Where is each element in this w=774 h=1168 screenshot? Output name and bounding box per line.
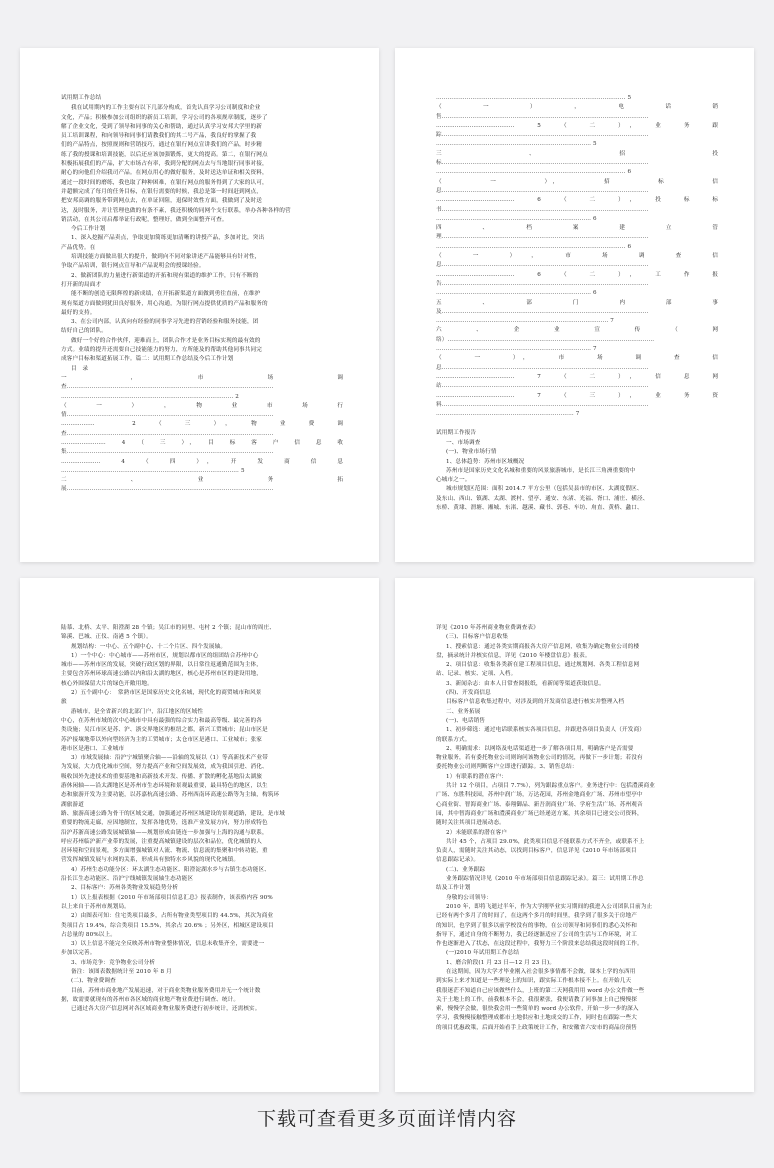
- text-line: 城市规划区范围：面积 2014.7 平方公里（包括吴县市的市区、太湖度假区、: [446, 486, 643, 493]
- text-line: 结及工作计划: [436, 885, 471, 892]
- text-line: (一)2010 年试用期工作总结: [446, 950, 520, 957]
- text-line: 重要的物流走廊，应因地制宜，发挥各地优势，选准产业发展方向，努力形成特色: [61, 820, 268, 827]
- text-line: 备注：该图表数据统计至 2010 年 8 月: [71, 968, 172, 975]
- text-line: 港市区是港口、工业城市: [61, 745, 125, 752]
- text-line: 湖旅游道: [61, 801, 84, 808]
- text-line: 五 、 部 门 内 部 事: [436, 299, 718, 306]
- text-line: 做好一个好的合作伙伴，迎难而上，团队合作才是业务目标实现的最有效的: [71, 337, 261, 344]
- document-page-2: [395, 48, 754, 562]
- text-line: 信息跟踪记录》。: [436, 857, 480, 864]
- text-line: 的项目优惠政策，后面开始看手上政策统计工作，和安徽省六安市的商品房预售: [436, 1024, 638, 1031]
- text-line: 1、深入挖掘产品卖点，争取更加简练更加清晰的讲授产品，多加对比，突出: [71, 235, 265, 242]
- text-line: 四 、 档 案 建 立 管: [436, 225, 718, 232]
- text-line: （ 一 ）， 招 标 信: [436, 178, 718, 185]
- text-line: 1）一个中心：中心城市——苏州市区，规划以都市区的组团结合苏州中心: [71, 652, 259, 659]
- text-line: （ 一 ） ， 电 话 销: [436, 104, 718, 111]
- text-line: [436, 419, 718, 428]
- text-line: ……………………………………………………………………………………… 6: [436, 243, 632, 250]
- text-line: 据，故需要就现有的苏州市各区域的商业地产物业费进行调查、统计。: [61, 996, 240, 1003]
- text-line: 随时关注其项目进展动态。: [436, 820, 505, 827]
- text-line: 3）市域发展轴：沿沪宁城镇聚合轴——沿轴的发展以（1）等高新技术产业带: [71, 755, 268, 762]
- text-line: 标………………………………………………………………………………………………: [436, 160, 649, 167]
- text-line: 售………………………………………………………………………………………………: [436, 113, 649, 120]
- text-line: 4）苏州生态功能分区：环太湖生态功能区、阳澄淀湖水乡与古镇生态功能区、: [71, 866, 270, 873]
- text-line: 盘，摘录统计并核实信息，详见《2010 年楼盘信息》报表。: [436, 652, 591, 659]
- text-line: 积极拓展我们的产品，扩大市场占有率，我到分配的网点去与当地银行同事对接，: [61, 161, 268, 168]
- text-line: 结好自己的团队。: [61, 328, 107, 335]
- text-line: 学习，我慢慢接触整理成都市土地供应和土地成交的工作，同时也在跟踪一些大: [436, 1015, 638, 1022]
- text-line: 为发展，大力优化城市空间，努力提高产业和空间发展效，成为我国引进、消化、: [61, 764, 268, 771]
- text-line: 把安邦高调的服务带到网点去，在单证回阻，退保时效性方面，我做到了及时送: [61, 198, 263, 205]
- text-line: 营发挥城镇发展与水网的关系，形成具有独特水乡风貌的现代化城镇。: [61, 857, 240, 864]
- text-line: ……………………………………………………………… 7: [436, 411, 580, 418]
- text-line: 3、市场竞争：竞争物业公司分析: [71, 959, 156, 966]
- text-line: 方式。业绩的提升还需要自己技能能力的努力，方所能及的帮助其他同事共同完: [61, 347, 263, 354]
- text-line: …………………………………… 7 （ 三 ）， 业 务 资: [436, 392, 718, 399]
- text-line: 耐心的向他们介绍我司产品。在网点用心的做好服务，及时送达单证和相关资料，: [61, 170, 268, 177]
- text-line: 我在试用期内的工作主要有以下几部分构成，首先认真学习公司制度和企业: [71, 105, 261, 112]
- document-page-4: [395, 578, 754, 1092]
- text-line: (一)、电话销售: [446, 717, 486, 724]
- text-line: 通过一段时间的磨练，我也取了种种困难，在银行网点的服务得到了大家的认可，: [61, 179, 268, 186]
- text-line: 1、搜索信息：通过各类实期商报各大房产信息网，收集为确定物业公司的楼: [446, 643, 640, 650]
- text-line: 二 、 业 务 拓: [61, 477, 343, 484]
- text-line: 站………………………………………………………………………………………………: [436, 383, 649, 390]
- text-line: 告………………………………………………………………………………………………: [436, 280, 649, 287]
- text-line: 物业服务，若有委托物业公司则询问该物业公司的情况，再做下一步计划；若没有: [436, 755, 643, 762]
- text-line: 苏沪接壤地带以外向型经济为主的工贸城市；太仓市区是港口、工业城市；张家: [61, 736, 263, 743]
- text-line: 指导下，通过自身的不断努力，我已经逐渐适应了公司的生活与工作环境，对工: [436, 931, 638, 938]
- text-line: 共计 12 个项目，占项目 7.7%），列为跟踪重点客户。业务进行中：包括澧溪商业: [446, 783, 656, 790]
- text-line: 文化，产品；积极参加公司组织的新员工培训，学习公司的各项规章制度，逐步了: [61, 114, 268, 121]
- text-line: 东桥、黄埭、渭塘、湘城、东渚、越溪、藏书、郭巷、车坊、甪直、黄桥、蠡口、: [436, 505, 643, 512]
- text-line: ……………………………………………………………………………………… 6: [436, 169, 632, 176]
- text-line: 关于土地上的工作，前我根本不会，我很紧张，我便请教了同事加上自己慢慢探: [436, 996, 638, 1003]
- text-line: 最好的支持。: [61, 309, 96, 316]
- text-line: 及东山、西山、镇湖、太湖、渡村、望亭、通安、东渚、光福、胥口、浦庄、横泾、: [436, 495, 649, 502]
- document-page-1: [20, 48, 379, 562]
- text-line: 打开新的局面才: [61, 281, 102, 288]
- text-line: 1）有联系的潜在客户：: [446, 773, 508, 780]
- text-line: 中心，在苏州市域的次中心城市中具有最强的综合实力和最高等级、最完善的各: [61, 717, 263, 724]
- text-line: 广场、东胜科技园，苏州中润广场，万达花园，苏州金地商业广场、苏州市望亭中: [436, 792, 643, 799]
- text-line: 试用期工作报告: [436, 429, 477, 436]
- text-line: 沿沪苏浙高速公路发展城镇轴——规划形成由链连一步加强与上海的沟通与联系，: [61, 829, 268, 836]
- text-line: 类项目占 19.4%，综合类项目 15.5%，其余占 20.6% ；另外区，相城区建设项目: [61, 922, 274, 929]
- text-line: 解了企业文化，受到了领导和同事的关心和帮助，通过认真学习安邦大学里的新: [61, 123, 263, 130]
- text-line: ……………………………………………………………………… 7: [436, 346, 597, 353]
- text-line: (三)、目标客户信息收集: [446, 634, 509, 641]
- text-line: ……………………………………………………………………… 6: [436, 290, 597, 297]
- text-line: 理………………………………………………………………………………………………: [436, 234, 649, 241]
- text-line: 委托物业公司则判断客户立即进行跟踪。3、销售总结：: [436, 764, 578, 771]
- text-line: 类设施；吴江市区是苏、沪、浙交界地区的枢纽之都，新兴工贸城市；昆山市区是: [61, 727, 268, 734]
- text-line: 身敬的公司领导：: [446, 894, 492, 901]
- text-line: 步加以完善。: [61, 950, 96, 957]
- text-line: 息………………………………………………………………………………………………: [436, 187, 649, 194]
- text-line: 共计 45 个，占项目 29.0%，此类项目信息不能联系方式不齐全，或联系不上: [446, 838, 645, 845]
- page-text: [436, 624, 718, 1072]
- text-line: 负责人，需随时关注其动态，以找到目标客户，信息详见《2010 年市场部项目: [436, 848, 637, 855]
- text-line: 目标客户信息收集过程中，对涉及到的开发商信息进行核实并整理入档: [446, 699, 625, 706]
- text-line: 已经有两个多月了的时间了，在这两个多月的时间里，我学到了很多关于房地产: [436, 913, 638, 920]
- text-line: 踪………………………………………………………………………………………………: [436, 132, 649, 139]
- text-line: 培训技能方面做出很大的提升，做到向不同对象讲述产品能够具有针对性，: [71, 254, 261, 261]
- text-line: 已通过各大房产信息网对各区域商业物业服务费进行初步统计，还需核实。: [71, 1006, 261, 1013]
- text-line: ………………… 4 （ 四 ）， 开 发 商 信 息: [61, 458, 343, 465]
- text-line: 游休闲轴——沿太湖地区是苏州市生态环境和景观最重要，最具特色的地区，以生: [61, 783, 268, 790]
- text-line: 能不断的创造无限辉煌的新成绩，在开拓新渠道方面做到勇往直前，在维护: [71, 291, 261, 298]
- text-line: 2）未能联系的潜在客户: [446, 829, 508, 836]
- text-line: 二、业务拓展: [446, 708, 481, 715]
- text-line: 集………………………………………………………………………………………………: [61, 449, 274, 456]
- text-line: （ 一 ）， 市 场 调 查 信: [436, 355, 718, 362]
- text-line: 2、项目信息：收集各类新在建工程项目信息，通过规划网、各类工程信息网: [446, 662, 640, 669]
- text-line: 作也逐渐进入了状态，在这段过程中，我努力三个阶段来总结我这段时间的工作。: [436, 941, 643, 948]
- text-line: (二)、物业费调查: [71, 978, 116, 985]
- text-line: 现有渠道方面做到犹田良好服务，用心沟通，为银行网点提供优质的产品和服务的: [61, 300, 268, 307]
- text-line: 呼应苏州临沪新产业带的发展，注重提高城镇建设的层次和品位，优化城镇的人: [61, 838, 263, 845]
- text-line: ……………………………………………………………………………………… 5: [436, 95, 632, 101]
- text-line: 达，及时服务，并让管理也做的有条不紊，我还积极的同网个支行联系，举办各种各样的营: [61, 207, 291, 214]
- text-line: ………………………………………………………………………………… 5: [61, 467, 245, 474]
- text-line: 陆慕、北桥、太平、阳澄湖 28 个镇；吴江市的同里、屯村 2 个镇；昆山市的周庄、: [61, 625, 276, 631]
- text-line: 的联系方式。: [436, 736, 471, 743]
- text-line: 2、目标客户：苏州各类物业发展趋势分析: [71, 885, 179, 892]
- text-line: …………………………………… 6 （ 二 ）， 工 作 报: [436, 271, 718, 278]
- text-line: 吸收国外先进技术的重要基地和高新技术开发、传播、扩散的孵化基地沿太湖旅: [61, 773, 263, 780]
- text-line: 旅: [61, 699, 67, 706]
- text-line: 3）以上信息不能完全反映苏州市物业整体情况，信息未收集齐全，需要进一: [71, 941, 265, 948]
- text-line: 心商业街、智海商业广场、泰翔御品、新吾润商业广场、学府生活广场、苏州观音: [436, 801, 643, 808]
- text-line: 销活动，在其公司启都举证行政呢，整理好，做到全面整齐可查。: [61, 216, 228, 223]
- text-line: 2、做新团队的力量进行新渠道的开拓和现有渠道的维护工作，只有不断的: [71, 272, 259, 279]
- text-line: 产品优势。在: [61, 244, 96, 251]
- download-more-banner[interactable]: 下载可查看更多页面详情内容: [256, 1108, 517, 1130]
- text-line: 主要包含苏州环球高速公路以内和沿太湖的地区，核心是苏州市区的建设用地，: [61, 671, 263, 678]
- text-line: 并超额完成了每月的任务目标，在银行需要的时候，我总是第一时间赶到网点，: [61, 188, 263, 195]
- text-line: 成客户目标和渠道拓展工作。篇二：试用期工作总结及今后工作计划: [61, 356, 234, 363]
- text-line: 业务跟踪情况详见《2010 年市场部项目信息跟踪记录》。篇三：试用期工作总: [446, 876, 644, 883]
- text-line: 规划结构：一中心、五个副中心、十二个片区、四个发展轴。: [71, 643, 227, 650]
- text-line: ……………………………………………………………………………… 2: [61, 393, 239, 400]
- text-line: 息………………………………………………………………………………………………: [436, 364, 649, 371]
- text-line: 息………………………………………………………………………………………………: [436, 262, 649, 269]
- text-line: …………………………………… 5 （ 二 ）， 业 务 跟: [436, 122, 718, 129]
- text-line: 索，慢慢学会做，很快我会用一些简单的 word 办公软件，开始一步一步的深入: [436, 1006, 639, 1013]
- text-line: （ 一 ） ， 市 场 调 查 信: [436, 253, 718, 260]
- text-line: 核心外围保留大片的绿色开敞用地。: [61, 680, 153, 687]
- text-line: 目 录: [71, 365, 89, 372]
- text-line: ……………………………………………………………………………… 7: [436, 318, 614, 325]
- text-line: (二)、业务跟踪: [446, 866, 486, 873]
- text-line: 查………………………………………………………………………………………………: [61, 384, 274, 391]
- text-line: 沿长江生态功能区、沿沪宁线城镇发展轴生态功能区: [61, 876, 194, 883]
- text-line: 1、初步筛选：通过电话联系核实各项目信息，并跟进各项目负责人（开发商）: [446, 727, 645, 734]
- text-line: 锦溪、巴城、正仪、南港 5 个镇）。: [61, 634, 152, 641]
- text-line: 详见《2010 年苏州商业物业费调查表》: [436, 625, 539, 631]
- text-line: 目前，苏州市商业地产发展迅速，对于商业类物业服务费用并无一个统计数: [71, 987, 261, 994]
- text-line: (一)、物业市场行情: [446, 449, 497, 456]
- text-line: 到实际上来才知道是一些理论上的知识，跟实际工作根本接不上。在开始几天: [436, 978, 632, 985]
- text-line: 们的产品特点，按照规则和营销技巧，通过在银行网点宣讲我们的产品，时步精: [61, 142, 263, 149]
- text-line: 占总量的 80%以上。: [61, 931, 117, 938]
- text-line: 的知识，也学到了很多以前学校没有的事物，在公司领导和同事们的悉心关怀和: [436, 922, 638, 929]
- text-line: 态和旅游开发为主要功能，以苏嘉杭高速公路、苏州西南环高速公路等为主轴，构筑环: [61, 792, 280, 799]
- text-line: 居环境和空间景观，多方面增强城镇对人流、物流、信息流的集聚和中转功能，重: [61, 848, 268, 855]
- text-line: ……………… 2 （ 三 ）， 物 业 费 调: [61, 421, 343, 428]
- text-line: (四)、开发商信息: [446, 690, 491, 697]
- text-line: 2010 年，即将飞逝过半年，作为大学刚毕业实习期间的我进入公司团队目前为止: [446, 903, 653, 910]
- page-text: [436, 94, 718, 542]
- text-line: ……………………………………………………………………… 5: [436, 141, 597, 148]
- text-line: 三 、 招 投: [436, 150, 718, 157]
- text-line: 查………………………………………………………………………………………………: [61, 430, 274, 437]
- text-line: 心城市之一。: [436, 477, 471, 484]
- text-line: 员工培训课程，和向领导和同事们请教我们的其二号产品，我良好的掌握了我: [61, 133, 257, 140]
- text-line: 2）由图表可知：住宅类项目最多，占所有物业类型项目的 44.5%，其次为商业: [71, 913, 274, 920]
- text-line: 园，其中智海商业广场和澧溪商业广场已经递送方案，其余项目已递交公司资料，: [436, 810, 643, 817]
- text-line: 一、市场调查: [446, 439, 481, 446]
- text-line: 书………………………………………………………………………………………………: [436, 206, 649, 213]
- text-line: 苏州市是国家历史文化名城和重要的风景旅游城市，是长江三角洲重要的中: [446, 467, 636, 474]
- text-line: 情………………………………………………………………………………………………: [61, 412, 274, 419]
- text-line: 城市——苏州市区的发展，突破行政区划的界限，以日常往返通勤范围为主体，: [61, 662, 263, 669]
- text-line: 站、记录、核实、定项、入档。: [436, 671, 517, 678]
- text-line: 今后工作计划: [71, 226, 106, 233]
- text-line: 练了我的授课和培训技能，以后还应该加强锻炼，更大的提高。第二，在银行网点: [61, 151, 268, 158]
- text-line: 2）五个副中心： 常熟市区是国家历史文化名城，现代化的商贸城市和风景: [71, 690, 262, 697]
- page-text: [61, 94, 343, 542]
- text-line: 络）………………………………………………………………………………………………: [436, 336, 655, 343]
- text-line: …………………………………… 7 （ 二 ）， 信 息 网: [436, 373, 718, 380]
- text-line: …………………… 4 （ 三 ）， 目 标 客 户 信 息 收: [61, 439, 343, 446]
- text-line: 3、新闻杂志：由本人日常查阅报纸，看新闻等渠道获取信息。: [446, 680, 605, 687]
- text-line: 一 ， 市 场 调: [61, 374, 343, 381]
- text-line: 游城市，是全省新兴的北部门户，沿江地区的区域性: [71, 708, 204, 715]
- text-line: …………………………………… 6 （ 二 ）， 投 标 标: [436, 197, 718, 204]
- text-line: 争取产品培训，银行网点宣导和产品说明会的授课经验。: [61, 263, 205, 270]
- text-line: 展………………………………………………………………………………………………: [61, 486, 274, 493]
- text-line: 2、明确需求：以网络及电话渠道进一步了解各项目用，明确客户是否需要: [446, 745, 634, 752]
- text-line: 料………………………………………………………………………………………………: [436, 401, 649, 408]
- page-text: [61, 624, 343, 1072]
- text-line: （ 一 ） ， 物 业 市 场 行: [61, 402, 343, 409]
- text-line: 1、总体趋势：苏州市区域概况: [446, 458, 525, 465]
- document-page-3: [20, 578, 379, 1092]
- text-line: 六 、 企 业 宣 传 （ 网: [436, 327, 718, 334]
- text-line: 及………………………………………………………………………………………………: [436, 308, 649, 315]
- text-line: ……………………………………………………………………… 6: [436, 215, 597, 222]
- text-line: 以上来自于苏州市规划局。: [61, 903, 130, 910]
- text-line: 试用期工作总结: [61, 95, 102, 101]
- text-line: 1）以上报表根据《2010 年市场部项目信息汇总》报表制作，该表格内容 90%: [71, 894, 273, 901]
- text-line: 1、磨合阶段(1 月 23 日—12 月 23 日)。: [446, 959, 556, 966]
- text-line: 我很迷茫不知道自己应该做些什么，上班的第二天网我用用 word 办公文件做一些: [436, 987, 645, 994]
- text-line: 3、在公司内部，认真向有经验的同事学习先进的营销经验和服务技能，团: [71, 319, 259, 326]
- text-line: 路、旅游高速公路为骨干的区域交通，加强通过苏州区域建设的景观道路，建设，是市域: [61, 810, 286, 817]
- text-line: 在这期间，因为大学才毕业刚入社会很多事情都不会做，课本上学的东西用: [446, 968, 636, 975]
